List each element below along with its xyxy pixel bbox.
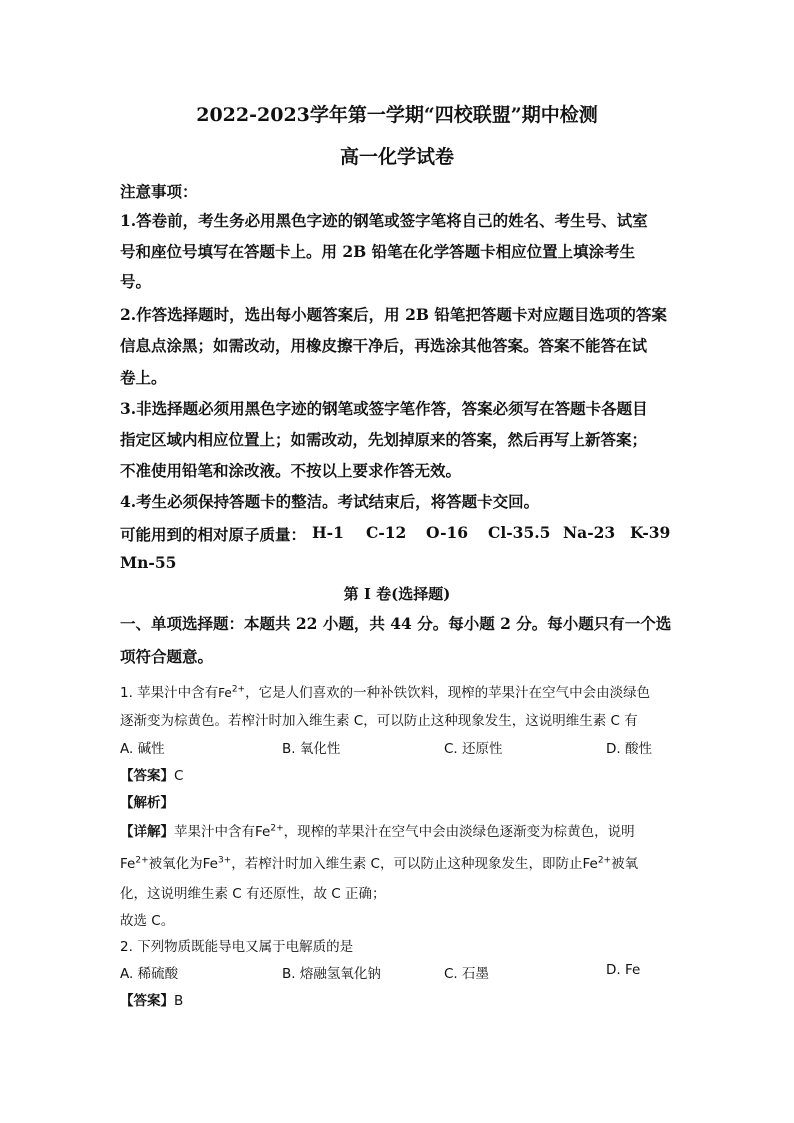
question-1-detail: 化，这说明维生素 C 有还原性，故 C 正确； (120, 886, 386, 902)
notice-heading: 注意事项： (120, 182, 198, 201)
exam-title: 2022-2023学年第一学期“四校联盟”期中检测 (196, 104, 598, 126)
atomic-mass-item: K-39 (630, 523, 671, 542)
notice-line: 3.非选择题必须用黑色字迹的钢笔或签字笔作答，答案必须写在答题卡各题目 (120, 399, 648, 418)
question-2-option-c: C. 石墨 (444, 966, 490, 982)
question-1-stem: 1. 苹果汁中含有$Fe^{2+}$，它是人们喜欢的一种补铁饮料，现榨的苹果汁在空气中会由淡绿色 (120, 684, 651, 701)
question-1-option-b: B. 氧化性 (282, 741, 341, 757)
notice-line: 号。 (120, 272, 152, 291)
atomic-mass-item: Na-23 (563, 523, 616, 542)
notice-line: 信息点涂黑；如需改动，用橡皮擦干净后，再选涂其他答案。答案不能答在试 (120, 336, 648, 355)
section-instruction: 一、单项选择题：本题共 22 小题，共 44 分。每小题 2 分。每小题只有一个选 (120, 614, 672, 633)
atomic-mass-item: Mn-55 (120, 553, 177, 572)
notice-line: 4.考生必须保持答题卡的整洁。考试结束后，将答题卡交回。 (120, 492, 540, 511)
question-1-option-d: D. 酸性 (606, 741, 652, 757)
question-1-conclusion: 故选 C。 (120, 913, 175, 929)
question-1-stem: 逐渐变为棕黄色。若榨汁时加入维生素 C，可以防止这种现象发生，这说明维生素 C 有 (120, 713, 638, 729)
notice-line: 号和座位号填写在答题卡上。用 2B 铅笔在化学答题卡相应位置上填涂考生 (120, 242, 636, 261)
atomic-mass-item: Cl-35.5 (488, 523, 551, 542)
exam-subtitle: 高一化学试卷 (339, 146, 454, 168)
notice-line: 2.作答选择题时，选出每小题答案后，用 2B 铅笔把答题卡对应题目选项的答案 (120, 305, 667, 324)
question-1-option-c: C. 还原性 (444, 741, 503, 757)
question-1-analysis-label: 【解析】 (120, 795, 174, 811)
question-2-answer: 【答案】B (120, 993, 184, 1009)
section-instruction: 项符合题意。 (120, 647, 214, 666)
question-1-detail: $Fe^{2+}$被氧化为$Fe^{3+}$，若榨汁时加入维生素 C，可以防止这种现象发生，即防止$Fe^{2+}$被氧 (120, 855, 639, 872)
question-2-option-b: B. 熔融氢氧化钠 (282, 966, 381, 982)
atomic-mass-item: C-12 (366, 523, 407, 542)
ion-charge: 2+ (231, 684, 246, 695)
atomic-mass-label: 可能用到的相对原子质量： (120, 525, 307, 544)
question-1-option-a: A. 碱性 (120, 741, 165, 757)
question-2-option-a: A. 稀硫酸 (120, 966, 179, 982)
question-2-option-d: D. Fe (606, 962, 641, 978)
notice-line: 不准使用铅笔和涂改液。不按以上要求作答无效。 (120, 461, 462, 480)
question-1-detail: 【详解】苹果汁中含有$Fe^{2+}$，现榨的苹果汁在空气中会由淡绿色逐渐变为棕黄色，说明 (120, 823, 635, 840)
ion-fe: Fe (218, 686, 232, 700)
question-1-answer: 【答案】C (120, 768, 184, 784)
question-2-stem: 2. 下列物质既能导电又属于电解质的是 (120, 939, 354, 955)
atomic-mass-item: H-1 (312, 523, 344, 542)
notice-line: 卷上。 (120, 368, 167, 387)
notice-line: 1.答卷前，考生务必用黑色字迹的钢笔或签字笔将自己的姓名、考生号、试室 (120, 211, 648, 230)
section-title: 第 I 卷(选择题) (343, 585, 451, 603)
atomic-mass-item: O-16 (426, 523, 469, 542)
notice-line: 指定区域内相应位置上；如需改动，先划掉原来的答案，然后再写上新答案； (120, 430, 648, 449)
